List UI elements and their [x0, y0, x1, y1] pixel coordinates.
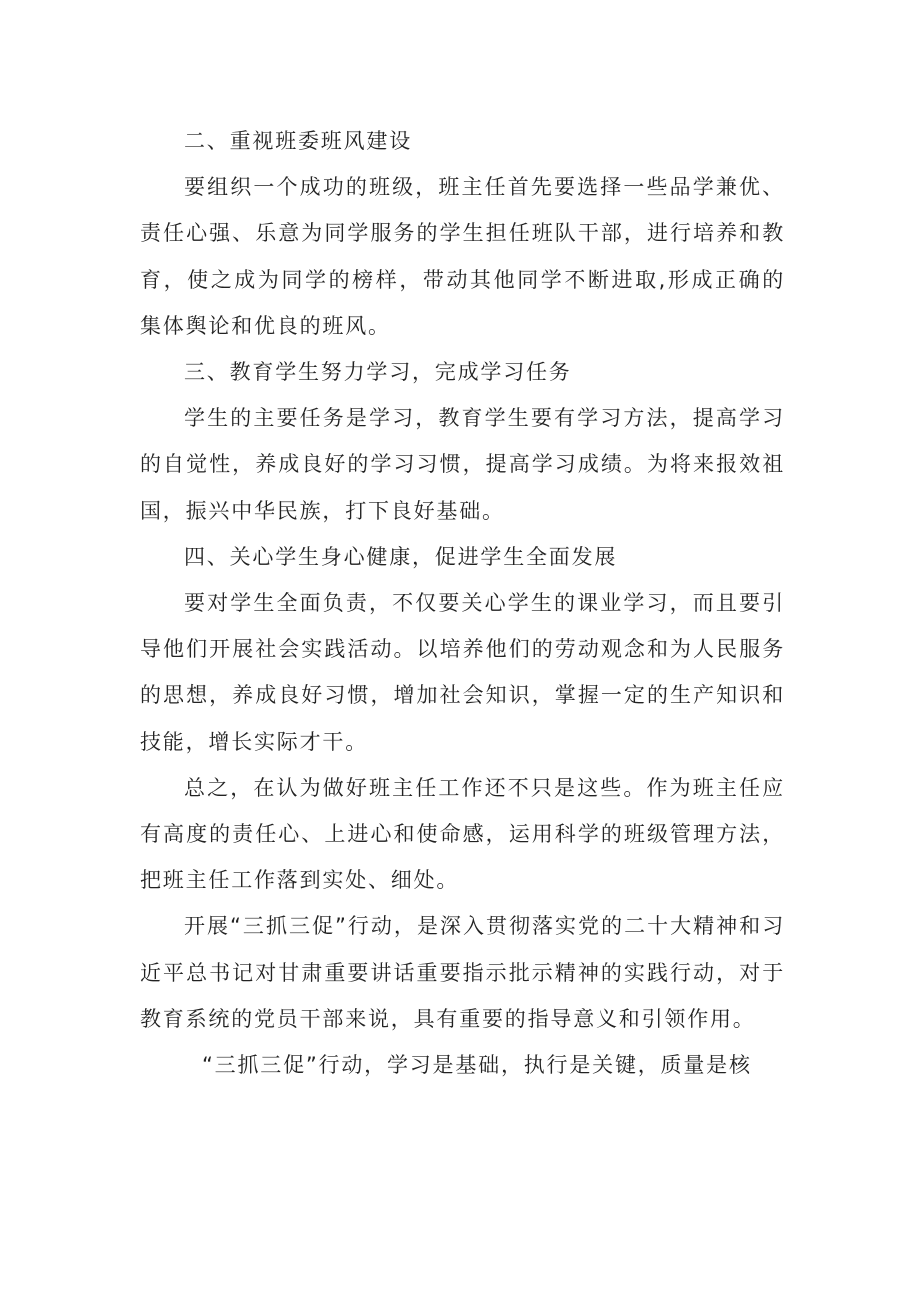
section-heading-2: 二、重视班委班风建设	[184, 129, 412, 153]
paragraph-study: 学生的主要任务是学习，教育学生要有学习方法，提高学习的自觉性，养成良好的学习习惯，提高学习成绩。为将来报效祖国，振兴中华民族，打下良好基础。	[140, 406, 785, 523]
document-body	[140, 118, 785, 1088]
section-heading-4: 四、关心学生身心健康，促进学生全面发展	[184, 544, 618, 569]
paragraph-three-actions-continued: “三抓三促”行动，学习是基础，执行是关键，质量是核	[202, 1053, 752, 1078]
paragraph-three-actions: 开展“三抓三促”行动，是深入贯彻落实党的二十大精神和习近平总书记对甘肃重要讲话重要指示批示精神的实践行动，对于教育系统的党员干部来说，具有重要的指导意义和引领作用。	[140, 914, 785, 1031]
section-heading-3: 三、教育学生努力学习，完成学习任务	[184, 360, 572, 385]
paragraph-class-committee: 要组织一个成功的班级，班主任首先要选择一些品学兼优、责任心强、乐意为同学服务的学生担任班队干部，进行培养和教育，使之成为同学的榜样，带动其他同学不断进取,形成正确的集体舆论和优良的班风。	[140, 175, 785, 338]
paragraph-health: 要对学生全面负责，不仅要关心学生的课业学习，而且要引导他们开展社会实践活动。以培养他们的劳动观念和为人民服务的思想，养成良好习惯，增加社会知识，掌握一定的生产知识和技能，增长实际才干。	[140, 591, 785, 754]
paragraph-summary: 总之，在认为做好班主任工作还不只是这些。作为班主任应有高度的责任心、上进心和使命感，运用科学的班级管理方法，把班主任工作落到实处、细处。	[140, 775, 785, 893]
